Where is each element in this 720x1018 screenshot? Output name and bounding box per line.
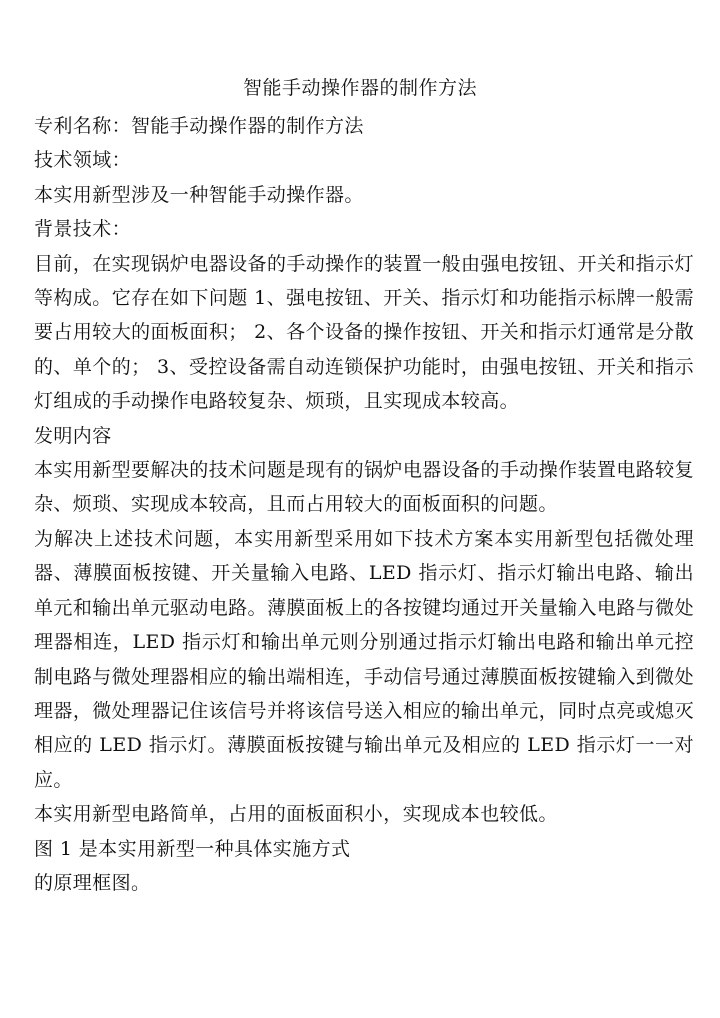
document-title: 智能手动操作器的制作方法 bbox=[242, 77, 477, 99]
invention-paragraph-problem: 本实用新型要解决的技术问题是现有的锅炉电器设备的手动操作装置电路较复杂、烦琐、实现成本较高，且而占用较大的面板面积的问题。 bbox=[34, 459, 694, 516]
document-body bbox=[34, 109, 694, 900]
invention-heading: 发明内容 bbox=[34, 424, 112, 447]
field-heading: 技术领域： bbox=[34, 149, 132, 172]
invention-paragraph-benefit: 本实用新型电路简单，占用的面板面积小，实现成本也较低。 bbox=[34, 803, 558, 826]
invention-paragraph-solution: 为解决上述技术问题，本实用新型采用如下技术方案本实用新型包括微处理器、薄膜面板按键、开关量输入电路、LED 指示灯、指示灯输出电路、输出单元和输出单元驱动电路。薄膜面板上的各按键均通过开关量输入电路与微处理器相连，LED 指示灯和输出单元则分别通过指示灯输出电路和输出单元控制电路与微处理器相应的输出端相连，手动信号通过薄膜面板按键输入到微处理器，微处理器记住该信号并将该信号送入相应的输出单元，同时点亮或熄灭相应的 LED 指示灯。薄膜面板按键与输出单元及相应的 LED 指示灯一一对应。 bbox=[34, 527, 694, 791]
field-paragraph: 本实用新型涉及一种智能手动操作器。 bbox=[34, 183, 364, 206]
patent-name-line: 专利名称：智能手动操作器的制作方法 bbox=[34, 115, 364, 137]
figure-description-line-1: 图 1 是本实用新型一种具体实施方式 bbox=[34, 837, 351, 860]
background-heading: 背景技术： bbox=[34, 218, 132, 241]
background-paragraph: 目前，在实现锅炉电器设备的手动操作的装置一般由强电按钮、开关和指示灯等构成。它存在如下问题 1、强电按钮、开关、指示灯和功能指示标牌一般需要占用较大的面板面积； 2、各个设备的操作按钮、开关和指示灯通常是分散的、单个的； 3、受控设备需自动连锁保护功能时，由强电按钮、开关和指示灯组成的手动操作电路较复杂、烦琐，且实现成本较高。 bbox=[34, 252, 694, 413]
figure-description-line-2: 的原理框图。 bbox=[34, 871, 151, 894]
